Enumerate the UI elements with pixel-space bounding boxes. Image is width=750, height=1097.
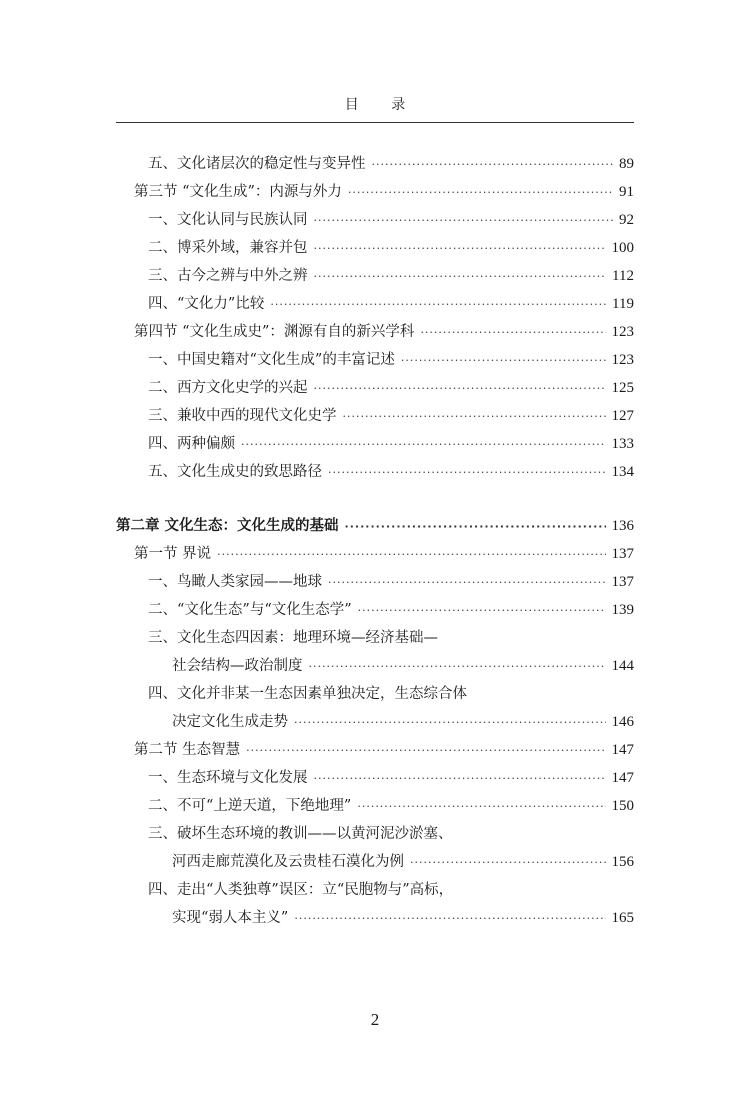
toc-entry-item (116, 596, 634, 624)
toc-page-number: 134 (611, 464, 634, 480)
toc-entry-title: 一、中国史籍对“文化生成”的丰富记述 (148, 352, 395, 368)
dot-leader (328, 569, 606, 597)
toc-entry-line (134, 540, 634, 568)
toc-entry-continuation (148, 652, 634, 680)
toc-entry-line (148, 680, 634, 708)
dot-leader (270, 291, 606, 319)
table-of-contents (116, 150, 634, 932)
toc-page-number: 123 (611, 352, 634, 368)
toc-page-number: 150 (611, 798, 634, 814)
toc-page-number: 147 (611, 770, 634, 786)
toc-entry-line (148, 262, 634, 290)
toc-entry-item (116, 262, 634, 290)
page-number: 2 (370, 1010, 380, 1029)
toc-entry-title-continued: 河西走廊荒漠化及云贵桂石漠化为例 (172, 854, 404, 870)
toc-entry-item (116, 430, 634, 458)
dot-leader (294, 709, 606, 737)
toc-entry-title: 三、破坏生态环境的教训——以黄河泥沙淤塞、 (148, 826, 453, 842)
toc-entry-line (134, 736, 634, 764)
dot-leader (217, 541, 605, 569)
toc-entry-item (116, 876, 634, 932)
toc-page-number: 91 (619, 184, 634, 200)
toc-entry-title-continued: 社会结构—政治制度 (172, 658, 303, 674)
toc-page-number: 112 (612, 268, 634, 284)
toc-entry-title: 三、兼收中西的现代文化史学 (148, 408, 337, 424)
toc-entry-item (116, 346, 634, 374)
toc-entry-title-continued: 实现“弱人本主义” (172, 910, 289, 926)
dot-leader (343, 403, 606, 431)
toc-entry-item (116, 792, 634, 820)
toc-page-number: 123 (611, 324, 634, 340)
toc-entry-line (148, 430, 634, 458)
dot-leader (314, 263, 607, 291)
toc-entry-line (148, 596, 634, 624)
toc-entry-title: 三、古今之辨与中外之辨 (148, 268, 308, 284)
toc-entry-title: 第二节 生态智慧 (134, 742, 241, 758)
toc-page-number: 139 (611, 602, 634, 618)
toc-entry-title: 五、文化生成史的致思路径 (148, 464, 322, 480)
toc-entry-line (148, 234, 634, 262)
toc-entry-section (116, 736, 634, 764)
toc-entry-line (116, 512, 634, 540)
toc-entry-title: 一、文化认同与民族认同 (148, 212, 308, 228)
toc-entry-section (116, 178, 634, 206)
toc-entry-item (116, 150, 634, 178)
toc-entry-section (116, 318, 634, 346)
toc-group-1 (116, 150, 634, 486)
toc-entry-title: 四、两种偏颇 (148, 436, 235, 452)
toc-entry-line (134, 178, 634, 206)
toc-entry-title-continued: 决定文化生成走势 (172, 714, 288, 730)
toc-page-number: 100 (611, 240, 634, 256)
toc-entry-line (148, 346, 634, 374)
dot-leader (246, 737, 605, 765)
dot-leader (357, 793, 605, 821)
dot-leader (358, 597, 606, 625)
dot-leader (314, 207, 614, 235)
toc-entry-line (148, 876, 634, 904)
toc-entry-item (116, 458, 634, 486)
toc-entry-title: 第四节 “文化生成史”：渊源有自的新兴学科 (134, 324, 415, 340)
toc-entry-title: 三、文化生态四因素：地理环境—经济基础— (148, 630, 438, 646)
running-header: 目 录 (344, 97, 420, 113)
toc-entry-line (148, 206, 634, 234)
dot-leader (420, 319, 605, 347)
dot-leader (309, 653, 606, 681)
dot-leader (372, 151, 614, 179)
dot-leader (314, 375, 606, 403)
toc-page-number: 89 (619, 156, 634, 172)
toc-entry-item (116, 568, 634, 596)
toc-entry-item (116, 402, 634, 430)
toc-page-number: 136 (611, 518, 634, 534)
toc-entry-line (148, 624, 634, 652)
toc-entry-item (116, 820, 634, 876)
toc-entry-line (148, 820, 634, 848)
dot-leader (294, 905, 605, 933)
toc-entry-line (148, 290, 634, 318)
toc-page-number: 125 (611, 380, 634, 396)
toc-entry-item (116, 374, 634, 402)
toc-entry-line (148, 764, 634, 792)
toc-entry-line (148, 374, 634, 402)
dot-leader (348, 179, 613, 207)
toc-entry-section (116, 540, 634, 568)
toc-page-number: 146 (611, 714, 634, 730)
toc-entry-title: 二、“文化生态”与“文化生态学” (148, 602, 352, 618)
toc-entry-continuation (148, 708, 634, 736)
toc-entry-chapter (116, 512, 634, 540)
toc-group-2 (116, 512, 634, 932)
toc-page-number: 133 (611, 436, 634, 452)
toc-page-number: 165 (611, 910, 634, 926)
toc-entry-title: 四、文化并非某一生态因素单独决定，生态综合体 (148, 686, 467, 702)
toc-entry-line (148, 568, 634, 596)
toc-entry-title: 四、走出“人类独尊”误区：立“民胞物与”高标， (148, 882, 454, 898)
toc-page-number: 137 (611, 546, 634, 562)
toc-entry-title: 第三节 “文化生成”：内源与外力 (134, 184, 342, 200)
toc-entry-title: 第二章 文化生态：文化生成的基础 (116, 518, 339, 534)
dot-leader (328, 459, 606, 487)
toc-page-number: 147 (611, 742, 634, 758)
toc-page-number: 119 (612, 296, 634, 312)
toc-entry-title: 五、文化诸层次的稳定性与变异性 (148, 156, 366, 172)
toc-entry-title: 二、不可“上逆天道，下绝地理” (148, 798, 352, 814)
toc-entry-title: 二、博采外域，兼容并包 (148, 240, 308, 256)
toc-entry-line (148, 792, 634, 820)
chapter-gap (116, 486, 634, 512)
toc-entry-title: 四、“文化力”比较 (148, 296, 265, 312)
dot-leader (345, 513, 606, 541)
toc-entry-item (116, 290, 634, 318)
toc-entry-line (148, 458, 634, 486)
dot-leader (314, 765, 606, 793)
toc-entry-line (148, 402, 634, 430)
toc-page-number: 127 (611, 408, 634, 424)
toc-entry-item (116, 764, 634, 792)
toc-entry-continuation (148, 904, 634, 932)
toc-entry-title: 一、鸟瞰人类家园——地球 (148, 574, 322, 590)
toc-entry-title: 一、生态环境与文化发展 (148, 770, 308, 786)
toc-entry-line (134, 318, 634, 346)
toc-entry-title: 二、西方文化史学的兴起 (148, 380, 308, 396)
toc-entry-item (116, 206, 634, 234)
toc-page-number: 156 (611, 854, 634, 870)
dot-leader (314, 235, 606, 263)
toc-entry-continuation (148, 848, 634, 876)
toc-entry-item (116, 234, 634, 262)
toc-page-number: 137 (611, 574, 634, 590)
dot-leader (410, 849, 606, 877)
toc-entry-item (116, 624, 634, 680)
toc-page-number: 144 (611, 658, 634, 674)
toc-page-number: 92 (619, 212, 634, 228)
toc-entry-line (148, 150, 634, 178)
toc-entry-title: 第一节 界说 (134, 546, 212, 562)
dot-leader (241, 431, 606, 459)
toc-entry-item (116, 680, 634, 736)
dot-leader (401, 347, 606, 375)
header-rule (116, 122, 634, 123)
